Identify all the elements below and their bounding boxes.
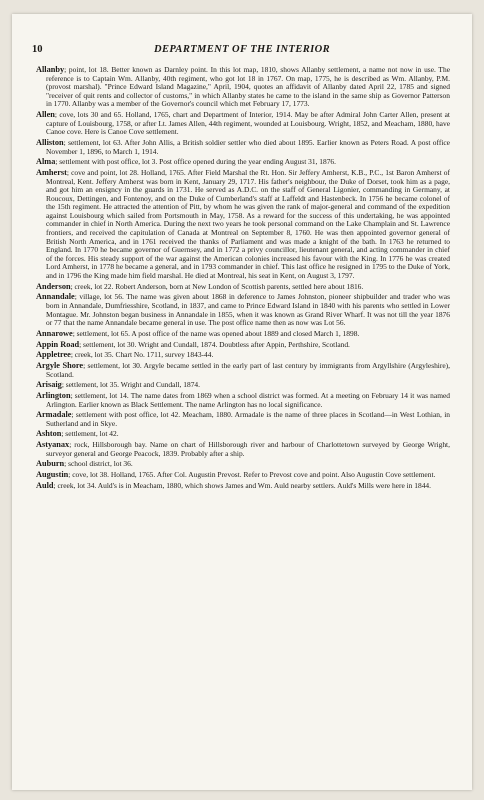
document-page (12, 14, 472, 790)
entry-text: ; school district, lot 36. (64, 459, 133, 469)
entry (36, 351, 450, 360)
entry-text: ; settlement with post office, lot 42. Meacham, 1880. Armadale is the name of three places in Scotland—in West Lothian, in Sutherland and in Skye. (46, 410, 450, 428)
entry-text: ; village, lot 56. The name was given about 1868 in deference to James Johnston, pioneer shipbuilder and trader who was born in Annandale, Dumfriesshire, Scotland, in 1837, and came to Prince Edward Island in 1840 with his parents who settled in Lower Montague. Mr. Johnston began business in Annandale in 1855, when it was known as Grand River Wharf. It was not till the year 1876 or 77 that the name Annandale became general in use. The post office name then as now was Lot 56. (46, 292, 450, 328)
entry (36, 482, 450, 491)
entry-name: Astyanax (36, 440, 70, 450)
entry (36, 293, 450, 327)
entry-text: ; settlement, lot 35. Wright and Cundall, 1874. (61, 380, 200, 390)
entry (36, 392, 450, 409)
entry-text: ; creek, lot 22. Robert Anderson, born at New London of Scottish parents, settled here about 1816. (70, 281, 364, 291)
entry-name: Appin Road (36, 339, 80, 349)
entry-text: ; settlement, lot 65. A post office of the name was opened about 1889 and closed March 1, 1898. (72, 328, 360, 338)
entry-name: Allanby (36, 66, 65, 74)
entry-name: Auld (36, 480, 54, 490)
entry (36, 362, 450, 379)
entry-name: Ashton (36, 429, 62, 439)
entry (36, 381, 450, 390)
entry-name: Anderson (36, 281, 71, 291)
entry-text: ; cove, lots 30 and 65. Holland, 1765, chart and Department of Interior, 1914. May be after Admiral John Carter Allen, present at capture of Louisbourg, 1758, or after Lt. James Allen, 44th regiment, wounded at Louisbourg. Wright, 1852, and Meacham, 1880, have Canoe cove. Here is Canoe Cove settlement. (46, 110, 450, 137)
entry-text: ; creek, lot 34. Auld's is in Meacham, 1880, which shows James and Wm. Auld nearby settlers. Auld's Mills were here in 1844. (53, 480, 431, 490)
entry-name: Alliston (36, 137, 64, 147)
entry-text: ; settlement, lot 42. (61, 429, 119, 439)
entry (36, 158, 450, 167)
entry-name: Alma (36, 157, 56, 167)
entry (36, 430, 450, 439)
entry-name: Allen (36, 110, 55, 120)
entry (36, 139, 450, 156)
page-number: 10 (32, 44, 43, 55)
page-header (32, 44, 452, 58)
entry (36, 411, 450, 428)
entry (36, 66, 450, 109)
entry (36, 330, 450, 339)
entry (36, 460, 450, 469)
entry-text: ; settlement, lot 30. Argyle became settled in the early part of last century by immigrants from Argyllshire (Argyleshire), Scotland. (46, 360, 450, 379)
entry-text: ; settlement, lot 14. The name dates from 1869 when a school district was formed. At a meeting on February 14 it was named Arlington. Earlier known as Black Settlement. The name Arlington has no local significance. (46, 390, 450, 409)
entry (36, 441, 450, 458)
entry-text: ; cove, lot 38. Holland, 1765. After Col. Augustin Prevost. Refer to Prevost cove and point. Also Augustin Cove settlement. (68, 470, 436, 480)
entry-name: Auburn (36, 459, 65, 469)
entry-name: Amherst (36, 167, 67, 177)
entry-name: Annarowe (36, 328, 73, 338)
gazetteer-entries (36, 66, 450, 784)
entry (36, 341, 450, 350)
entry-name: Arlington (36, 390, 71, 400)
running-title: DEPARTMENT OF THE INTERIOR (154, 44, 330, 55)
entry (36, 169, 450, 281)
entry-text: ; rock, Hillsborough bay. Name on chart of Hillsborough river and harbour of Charlottetown surveyed by George Wright, surveyor general and George Peacock, 1839. Probably after a ship. (46, 440, 450, 458)
entry (36, 471, 450, 480)
entry-name: Appletree (36, 350, 71, 360)
entry-name: Augustin (36, 470, 69, 480)
entry-name: Arisaig (36, 380, 62, 390)
entry-text: ; settlement with post office, lot 3. Post office opened during the year ending August 31, 1876. (55, 157, 337, 167)
entry-name: Armadale (36, 410, 72, 420)
entry (36, 111, 450, 137)
entry (36, 283, 450, 292)
entry-text: ; settlement, lot 63. After John Allis, a British soldier settler who died about 1895. Earlier known as Peters Road. A post office November 1, 1896, to March 1, 1914. (46, 137, 450, 156)
entry-name: Annandale (36, 292, 75, 302)
entry-name: Argyle Shore (36, 360, 84, 370)
entry-text: ; cove and point, lot 28. Holland, 1765. After Field Marshal the Rt. Hon. Sir Jeffery Amherst, K.B., P.C., 1st Baron Amherst of Montreal, Kent. Jeffery Amherst was born in Kent, January 29, 1717. His father's neighbour, the Duke of Dorset, took him as a page, and got him an ensigncy in the guards in 1731. He served as A.D.C. on the staff of General Ligonier, commanding in Germany, at Roucoux, Dettingen, and Fontenoy, and on the Duke of Cumberland's staff at Laffeldt and Hastenbeck. In 1756 he became colonel of the 15th regiment. He attracted the attention of Pitt, by whom he was given the rank of major-general and command of the expedition against Louisbourg which sailed from Portsmouth in May, 1758. As a reward for the success of this undertaking, he was appointed commander in chief in North America. During the next two years he took personal command on the Lake Champlain and St. Lawrence frontiers, and received the capitulation of Canada at Montreal on September 8, 1760. He was then appointed governor general of British North America, and in 1761 received the thanks of Parliament and was made a knight of the bath. In 1763 he returned to England. In 1770 he became governor of Guernsey, and in 1772 a privy councillor, lieutenant general, and acting commander in chief of the forces. His steady support of the war against the American colonies increased his favour with the King. In 1776 he was created Lord Amherst, in 1778 he became a general, and in 1793 commander in chief. This last office he resigned in 1795 to the Duke of York, and in 1796 the King made him field marshal. He died at Montreal, his seat in Kent, on August 3, 1797. (46, 167, 450, 281)
entry-text: ; settlement, lot 30. Wright and Cundall, 1874. Doubtless after Appin, Perthshire, Scotland. (79, 339, 350, 349)
entry-text: ; point, lot 18. Better known as Darnley point. In this lot map, 1810, shows Allanby settlement, a name not now in use. The reference is to Captain Wm. Allanby, 40th regiment, who got lot 18 in 1767. On map, 1775, he is described as Wm. Allanby, P.M. (provost marshal). "Prince Edward Island Magazine," April, 1904, quotes an affidavit of Allanby dated April 22, 1785 and signed "receiver of quit rents and collector of customs," in which Allanby states he came to the island in the same ship as Governor Patterson in 1770. Allanby was a member of the Governor's council which met February 17, 1773. (46, 66, 450, 109)
entry-text: ; creek, lot 35. Chart No. 1711, survey 1843-44. (70, 350, 214, 360)
